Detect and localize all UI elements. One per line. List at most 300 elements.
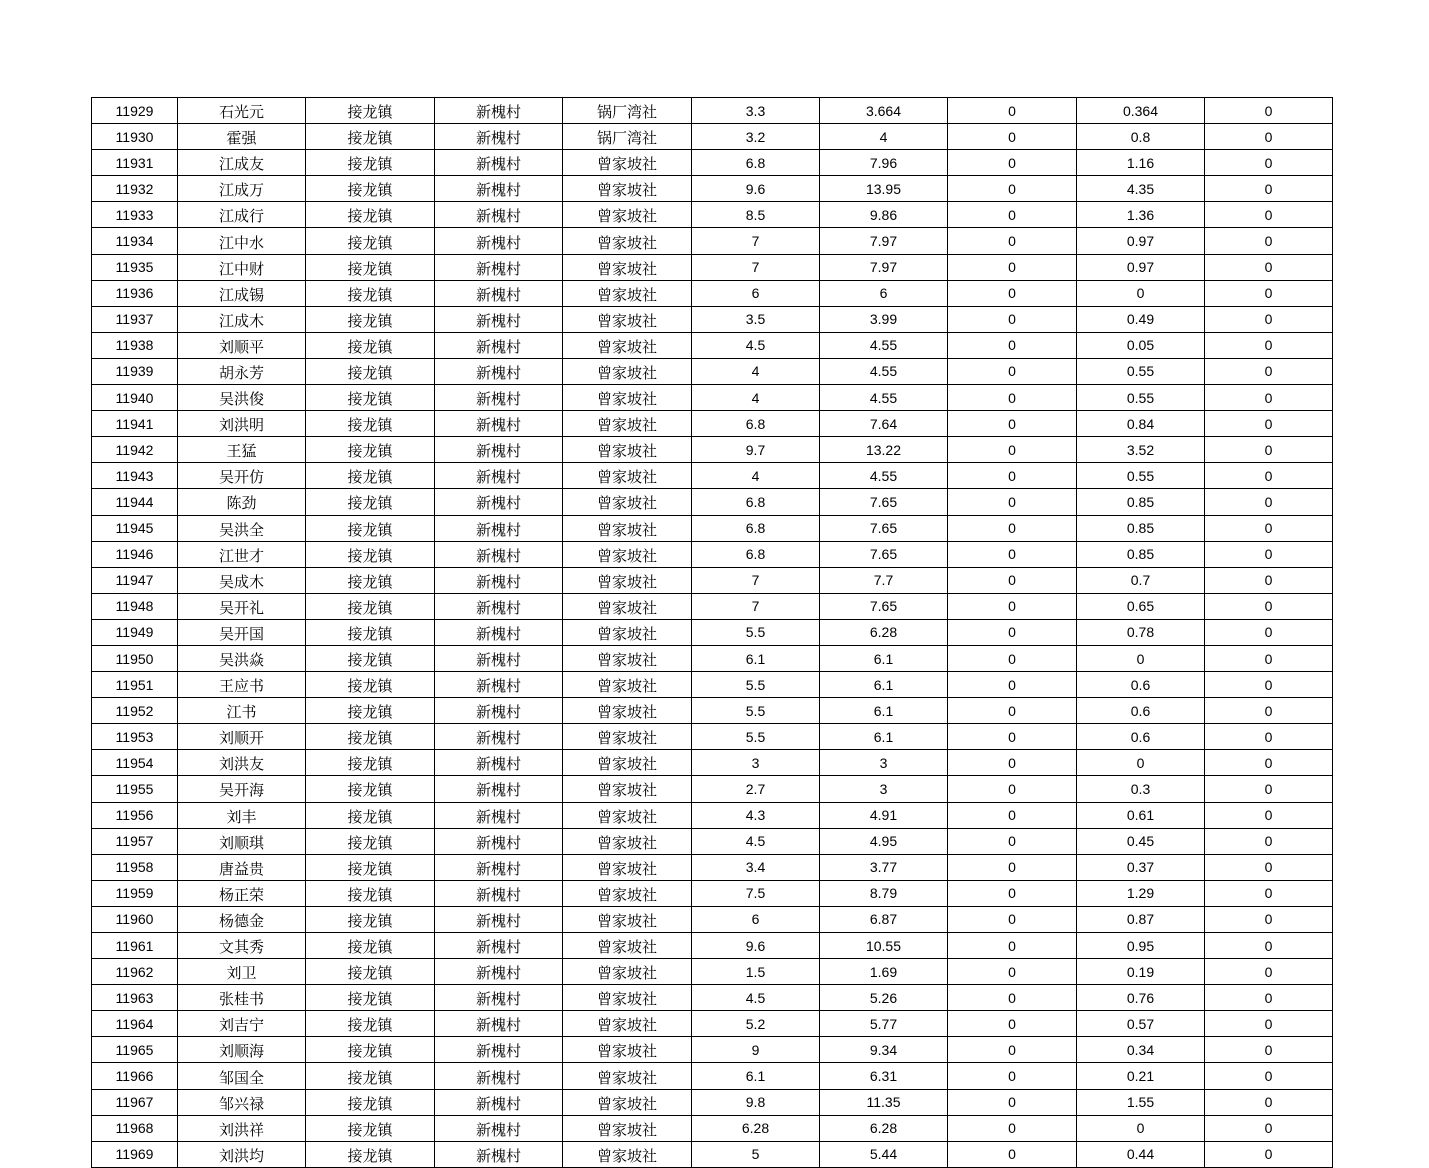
cell-town: 接龙镇 [306, 437, 435, 463]
cell-id: 11969 [92, 1141, 178, 1167]
cell-name: 刘洪均 [178, 1141, 306, 1167]
cell-name: 江世才 [178, 541, 306, 567]
cell-id: 11962 [92, 959, 178, 985]
cell-value-d: 0.78 [1077, 619, 1205, 645]
cell-village: 新槐村 [435, 489, 563, 515]
cell-value-a: 8.5 [692, 202, 820, 228]
table-row [92, 1011, 1333, 1037]
cell-value-e: 0 [1205, 1089, 1333, 1115]
cell-value-c: 0 [948, 306, 1077, 332]
cell-value-e: 0 [1205, 933, 1333, 959]
table-row [92, 437, 1333, 463]
cell-value-d: 0 [1077, 750, 1205, 776]
cell-id: 11953 [92, 724, 178, 750]
cell-value-d: 0.55 [1077, 385, 1205, 411]
cell-value-b: 7.65 [820, 515, 948, 541]
cell-value-e: 0 [1205, 1063, 1333, 1089]
cell-value-e: 0 [1205, 254, 1333, 280]
cell-value-a: 3.4 [692, 854, 820, 880]
cell-value-d: 0.3 [1077, 776, 1205, 802]
cell-value-a: 6.28 [692, 1115, 820, 1141]
cell-id: 11959 [92, 880, 178, 906]
cell-community: 曾家坡社 [563, 724, 692, 750]
table-row [92, 541, 1333, 567]
cell-value-b: 6.1 [820, 672, 948, 698]
table-row [92, 854, 1333, 880]
cell-value-a: 5.2 [692, 1011, 820, 1037]
cell-value-c: 0 [948, 254, 1077, 280]
cell-value-b: 3.77 [820, 854, 948, 880]
cell-village: 新槐村 [435, 828, 563, 854]
cell-village: 新槐村 [435, 254, 563, 280]
cell-value-e: 0 [1205, 306, 1333, 332]
cell-value-a: 7.5 [692, 880, 820, 906]
cell-value-a: 9.8 [692, 1089, 820, 1115]
cell-village: 新槐村 [435, 202, 563, 228]
cell-town: 接龙镇 [306, 880, 435, 906]
cell-town: 接龙镇 [306, 1063, 435, 1089]
cell-value-d: 0.85 [1077, 515, 1205, 541]
cell-community: 曾家坡社 [563, 202, 692, 228]
cell-value-a: 3.5 [692, 306, 820, 332]
cell-community: 曾家坡社 [563, 411, 692, 437]
cell-value-c: 0 [948, 437, 1077, 463]
cell-name: 江成锡 [178, 280, 306, 306]
cell-value-d: 0.49 [1077, 306, 1205, 332]
table-row [92, 880, 1333, 906]
table-row [92, 176, 1333, 202]
cell-community: 曾家坡社 [563, 332, 692, 358]
cell-value-c: 0 [948, 619, 1077, 645]
cell-value-d: 0.6 [1077, 672, 1205, 698]
cell-id: 11930 [92, 124, 178, 150]
cell-community: 曾家坡社 [563, 1141, 692, 1167]
cell-value-e: 0 [1205, 437, 1333, 463]
cell-community: 曾家坡社 [563, 1037, 692, 1063]
cell-town: 接龙镇 [306, 150, 435, 176]
cell-town: 接龙镇 [306, 1141, 435, 1167]
cell-name: 江书 [178, 698, 306, 724]
cell-value-e: 0 [1205, 411, 1333, 437]
cell-village: 新槐村 [435, 332, 563, 358]
cell-value-e: 0 [1205, 906, 1333, 932]
table-row [92, 906, 1333, 932]
table-row [92, 724, 1333, 750]
cell-value-c: 0 [948, 567, 1077, 593]
cell-town: 接龙镇 [306, 567, 435, 593]
cell-name: 胡永芳 [178, 358, 306, 384]
cell-id: 11964 [92, 1011, 178, 1037]
cell-value-c: 0 [948, 124, 1077, 150]
table-row [92, 150, 1333, 176]
cell-value-e: 0 [1205, 228, 1333, 254]
cell-value-a: 7 [692, 228, 820, 254]
table-row [92, 802, 1333, 828]
cell-name: 邹国全 [178, 1063, 306, 1089]
cell-id: 11931 [92, 150, 178, 176]
cell-value-a: 5.5 [692, 724, 820, 750]
cell-id: 11955 [92, 776, 178, 802]
cell-value-b: 6.1 [820, 698, 948, 724]
cell-value-b: 3 [820, 776, 948, 802]
cell-value-a: 4.5 [692, 985, 820, 1011]
cell-value-a: 2.7 [692, 776, 820, 802]
cell-name: 江成万 [178, 176, 306, 202]
cell-name: 刘顺开 [178, 724, 306, 750]
cell-community: 曾家坡社 [563, 828, 692, 854]
cell-id: 11947 [92, 567, 178, 593]
cell-value-e: 0 [1205, 124, 1333, 150]
cell-village: 新槐村 [435, 985, 563, 1011]
cell-value-e: 0 [1205, 489, 1333, 515]
cell-town: 接龙镇 [306, 228, 435, 254]
cell-community: 曾家坡社 [563, 1089, 692, 1115]
cell-value-c: 0 [948, 202, 1077, 228]
table-row [92, 306, 1333, 332]
cell-community: 曾家坡社 [563, 933, 692, 959]
cell-community: 曾家坡社 [563, 280, 692, 306]
cell-town: 接龙镇 [306, 541, 435, 567]
cell-community: 曾家坡社 [563, 489, 692, 515]
cell-value-d: 0.37 [1077, 854, 1205, 880]
cell-value-b: 8.79 [820, 880, 948, 906]
cell-id: 11939 [92, 358, 178, 384]
cell-value-d: 0.7 [1077, 567, 1205, 593]
cell-value-c: 0 [948, 1141, 1077, 1167]
cell-value-c: 0 [948, 176, 1077, 202]
cell-community: 曾家坡社 [563, 880, 692, 906]
cell-id: 11944 [92, 489, 178, 515]
cell-value-a: 4.3 [692, 802, 820, 828]
cell-value-e: 0 [1205, 98, 1333, 124]
cell-value-b: 4.55 [820, 463, 948, 489]
cell-name: 刘顺平 [178, 332, 306, 358]
cell-village: 新槐村 [435, 176, 563, 202]
cell-value-b: 3.664 [820, 98, 948, 124]
cell-value-e: 0 [1205, 541, 1333, 567]
cell-town: 接龙镇 [306, 593, 435, 619]
cell-town: 接龙镇 [306, 959, 435, 985]
cell-value-d: 1.16 [1077, 150, 1205, 176]
cell-community: 曾家坡社 [563, 906, 692, 932]
cell-id: 11951 [92, 672, 178, 698]
cell-id: 11937 [92, 306, 178, 332]
cell-value-a: 6.8 [692, 489, 820, 515]
cell-id: 11934 [92, 228, 178, 254]
cell-value-a: 6.1 [692, 645, 820, 671]
cell-id: 11940 [92, 385, 178, 411]
cell-town: 接龙镇 [306, 985, 435, 1011]
cell-value-e: 0 [1205, 463, 1333, 489]
cell-value-c: 0 [948, 411, 1077, 437]
cell-village: 新槐村 [435, 541, 563, 567]
cell-value-c: 0 [948, 489, 1077, 515]
cell-village: 新槐村 [435, 619, 563, 645]
cell-value-d: 4.35 [1077, 176, 1205, 202]
cell-value-b: 3.99 [820, 306, 948, 332]
cell-value-b: 1.69 [820, 959, 948, 985]
cell-community: 曾家坡社 [563, 1011, 692, 1037]
cell-value-a: 9.6 [692, 176, 820, 202]
cell-community: 曾家坡社 [563, 437, 692, 463]
cell-village: 新槐村 [435, 228, 563, 254]
cell-value-b: 6 [820, 280, 948, 306]
cell-value-e: 0 [1205, 176, 1333, 202]
cell-village: 新槐村 [435, 906, 563, 932]
cell-value-a: 5.5 [692, 698, 820, 724]
cell-value-d: 0.05 [1077, 332, 1205, 358]
cell-village: 新槐村 [435, 567, 563, 593]
cell-village: 新槐村 [435, 698, 563, 724]
cell-value-a: 9 [692, 1037, 820, 1063]
cell-id: 11967 [92, 1089, 178, 1115]
cell-town: 接龙镇 [306, 906, 435, 932]
cell-name: 江中水 [178, 228, 306, 254]
cell-value-d: 3.52 [1077, 437, 1205, 463]
table-row [92, 332, 1333, 358]
cell-value-d: 0.85 [1077, 489, 1205, 515]
cell-value-b: 6.28 [820, 619, 948, 645]
cell-value-a: 4 [692, 385, 820, 411]
cell-town: 接龙镇 [306, 802, 435, 828]
cell-value-b: 4.55 [820, 385, 948, 411]
cell-community: 曾家坡社 [563, 672, 692, 698]
cell-name: 刘顺海 [178, 1037, 306, 1063]
cell-village: 新槐村 [435, 358, 563, 384]
cell-town: 接龙镇 [306, 724, 435, 750]
cell-town: 接龙镇 [306, 854, 435, 880]
cell-name: 江中财 [178, 254, 306, 280]
cell-value-a: 6 [692, 906, 820, 932]
table-row [92, 411, 1333, 437]
cell-value-c: 0 [948, 228, 1077, 254]
cell-value-e: 0 [1205, 828, 1333, 854]
table-row [92, 698, 1333, 724]
cell-town: 接龙镇 [306, 1089, 435, 1115]
cell-value-c: 0 [948, 150, 1077, 176]
cell-value-a: 5 [692, 1141, 820, 1167]
cell-value-b: 6.87 [820, 906, 948, 932]
cell-town: 接龙镇 [306, 776, 435, 802]
cell-value-c: 0 [948, 385, 1077, 411]
cell-village: 新槐村 [435, 411, 563, 437]
cell-value-c: 0 [948, 880, 1077, 906]
cell-value-e: 0 [1205, 358, 1333, 384]
cell-name: 霍强 [178, 124, 306, 150]
cell-town: 接龙镇 [306, 619, 435, 645]
cell-value-d: 0.34 [1077, 1037, 1205, 1063]
cell-id: 11950 [92, 645, 178, 671]
cell-value-d: 0.44 [1077, 1141, 1205, 1167]
cell-name: 江成木 [178, 306, 306, 332]
cell-value-a: 6 [692, 280, 820, 306]
cell-name: 陈劲 [178, 489, 306, 515]
cell-community: 曾家坡社 [563, 619, 692, 645]
cell-value-c: 0 [948, 463, 1077, 489]
cell-id: 11956 [92, 802, 178, 828]
cell-value-e: 0 [1205, 1011, 1333, 1037]
cell-town: 接龙镇 [306, 358, 435, 384]
cell-village: 新槐村 [435, 1037, 563, 1063]
table-row [92, 1037, 1333, 1063]
cell-value-d: 0.364 [1077, 98, 1205, 124]
cell-value-c: 0 [948, 776, 1077, 802]
table-row [92, 1141, 1333, 1167]
table-row [92, 619, 1333, 645]
cell-id: 11935 [92, 254, 178, 280]
cell-value-d: 0.6 [1077, 724, 1205, 750]
cell-value-e: 0 [1205, 724, 1333, 750]
cell-value-c: 0 [948, 933, 1077, 959]
cell-town: 接龙镇 [306, 1115, 435, 1141]
cell-value-a: 6.1 [692, 1063, 820, 1089]
table-row [92, 1115, 1333, 1141]
cell-value-e: 0 [1205, 880, 1333, 906]
cell-value-b: 10.55 [820, 933, 948, 959]
cell-value-c: 0 [948, 672, 1077, 698]
table-row [92, 750, 1333, 776]
cell-value-d: 0.95 [1077, 933, 1205, 959]
cell-name: 文其秀 [178, 933, 306, 959]
cell-id: 11965 [92, 1037, 178, 1063]
table-row [92, 515, 1333, 541]
cell-value-b: 7.96 [820, 150, 948, 176]
cell-value-a: 7 [692, 567, 820, 593]
cell-value-e: 0 [1205, 619, 1333, 645]
table-row [92, 672, 1333, 698]
cell-name: 吴洪全 [178, 515, 306, 541]
cell-value-b: 4.91 [820, 802, 948, 828]
cell-town: 接龙镇 [306, 698, 435, 724]
cell-name: 江成友 [178, 150, 306, 176]
cell-name: 吴开国 [178, 619, 306, 645]
cell-community: 曾家坡社 [563, 385, 692, 411]
cell-name: 刘洪友 [178, 750, 306, 776]
cell-name: 杨正荣 [178, 880, 306, 906]
table-row [92, 828, 1333, 854]
cell-name: 江成行 [178, 202, 306, 228]
cell-community: 曾家坡社 [563, 698, 692, 724]
cell-value-d: 0.97 [1077, 254, 1205, 280]
cell-value-a: 5.5 [692, 619, 820, 645]
cell-value-e: 0 [1205, 280, 1333, 306]
table-row [92, 985, 1333, 1011]
cell-id: 11961 [92, 933, 178, 959]
cell-id: 11946 [92, 541, 178, 567]
table-row [92, 933, 1333, 959]
cell-id: 11936 [92, 280, 178, 306]
cell-name: 王应书 [178, 672, 306, 698]
cell-value-d: 1.29 [1077, 880, 1205, 906]
cell-value-d: 0.21 [1077, 1063, 1205, 1089]
table-row [92, 1063, 1333, 1089]
table-row [92, 98, 1333, 124]
cell-name: 张桂书 [178, 985, 306, 1011]
cell-value-e: 0 [1205, 1115, 1333, 1141]
cell-value-d: 0.8 [1077, 124, 1205, 150]
data-table [91, 97, 1333, 1168]
cell-value-c: 0 [948, 1037, 1077, 1063]
cell-value-c: 0 [948, 698, 1077, 724]
cell-community: 锅厂湾社 [563, 124, 692, 150]
cell-value-c: 0 [948, 854, 1077, 880]
cell-value-b: 7.65 [820, 593, 948, 619]
cell-id: 11945 [92, 515, 178, 541]
cell-value-e: 0 [1205, 672, 1333, 698]
cell-name: 唐益贵 [178, 854, 306, 880]
cell-value-e: 0 [1205, 332, 1333, 358]
cell-community: 曾家坡社 [563, 985, 692, 1011]
cell-value-a: 7 [692, 593, 820, 619]
table-row [92, 593, 1333, 619]
cell-town: 接龙镇 [306, 1011, 435, 1037]
cell-community: 曾家坡社 [563, 802, 692, 828]
cell-village: 新槐村 [435, 150, 563, 176]
cell-name: 吴成木 [178, 567, 306, 593]
cell-village: 新槐村 [435, 959, 563, 985]
cell-town: 接龙镇 [306, 645, 435, 671]
cell-value-a: 7 [692, 254, 820, 280]
cell-value-b: 6.31 [820, 1063, 948, 1089]
cell-value-d: 0.85 [1077, 541, 1205, 567]
cell-value-e: 0 [1205, 150, 1333, 176]
cell-name: 杨德金 [178, 906, 306, 932]
cell-value-a: 6.8 [692, 515, 820, 541]
cell-value-c: 0 [948, 358, 1077, 384]
cell-value-c: 0 [948, 1115, 1077, 1141]
cell-value-d: 1.55 [1077, 1089, 1205, 1115]
cell-value-d: 0.87 [1077, 906, 1205, 932]
cell-value-c: 0 [948, 985, 1077, 1011]
cell-value-a: 3.2 [692, 124, 820, 150]
cell-value-c: 0 [948, 280, 1077, 306]
cell-value-c: 0 [948, 1063, 1077, 1089]
cell-value-a: 4.5 [692, 332, 820, 358]
cell-value-b: 11.35 [820, 1089, 948, 1115]
cell-value-c: 0 [948, 593, 1077, 619]
cell-name: 刘顺琪 [178, 828, 306, 854]
cell-value-d: 0.57 [1077, 1011, 1205, 1037]
cell-community: 曾家坡社 [563, 306, 692, 332]
cell-town: 接龙镇 [306, 1037, 435, 1063]
cell-village: 新槐村 [435, 802, 563, 828]
cell-village: 新槐村 [435, 437, 563, 463]
cell-value-d: 0.84 [1077, 411, 1205, 437]
cell-value-b: 6.1 [820, 724, 948, 750]
cell-id: 11929 [92, 98, 178, 124]
cell-value-e: 0 [1205, 854, 1333, 880]
cell-value-d: 1.36 [1077, 202, 1205, 228]
cell-value-e: 0 [1205, 959, 1333, 985]
cell-community: 曾家坡社 [563, 854, 692, 880]
cell-id: 11968 [92, 1115, 178, 1141]
cell-village: 新槐村 [435, 672, 563, 698]
cell-name: 吴洪俊 [178, 385, 306, 411]
cell-community: 曾家坡社 [563, 358, 692, 384]
cell-community: 曾家坡社 [563, 776, 692, 802]
cell-value-e: 0 [1205, 1037, 1333, 1063]
cell-value-d: 0.19 [1077, 959, 1205, 985]
cell-village: 新槐村 [435, 280, 563, 306]
cell-name: 刘洪明 [178, 411, 306, 437]
table-row [92, 463, 1333, 489]
table-body [92, 98, 1333, 1168]
cell-value-b: 4.95 [820, 828, 948, 854]
cell-community: 曾家坡社 [563, 1063, 692, 1089]
cell-id: 11943 [92, 463, 178, 489]
cell-id: 11958 [92, 854, 178, 880]
cell-town: 接龙镇 [306, 124, 435, 150]
